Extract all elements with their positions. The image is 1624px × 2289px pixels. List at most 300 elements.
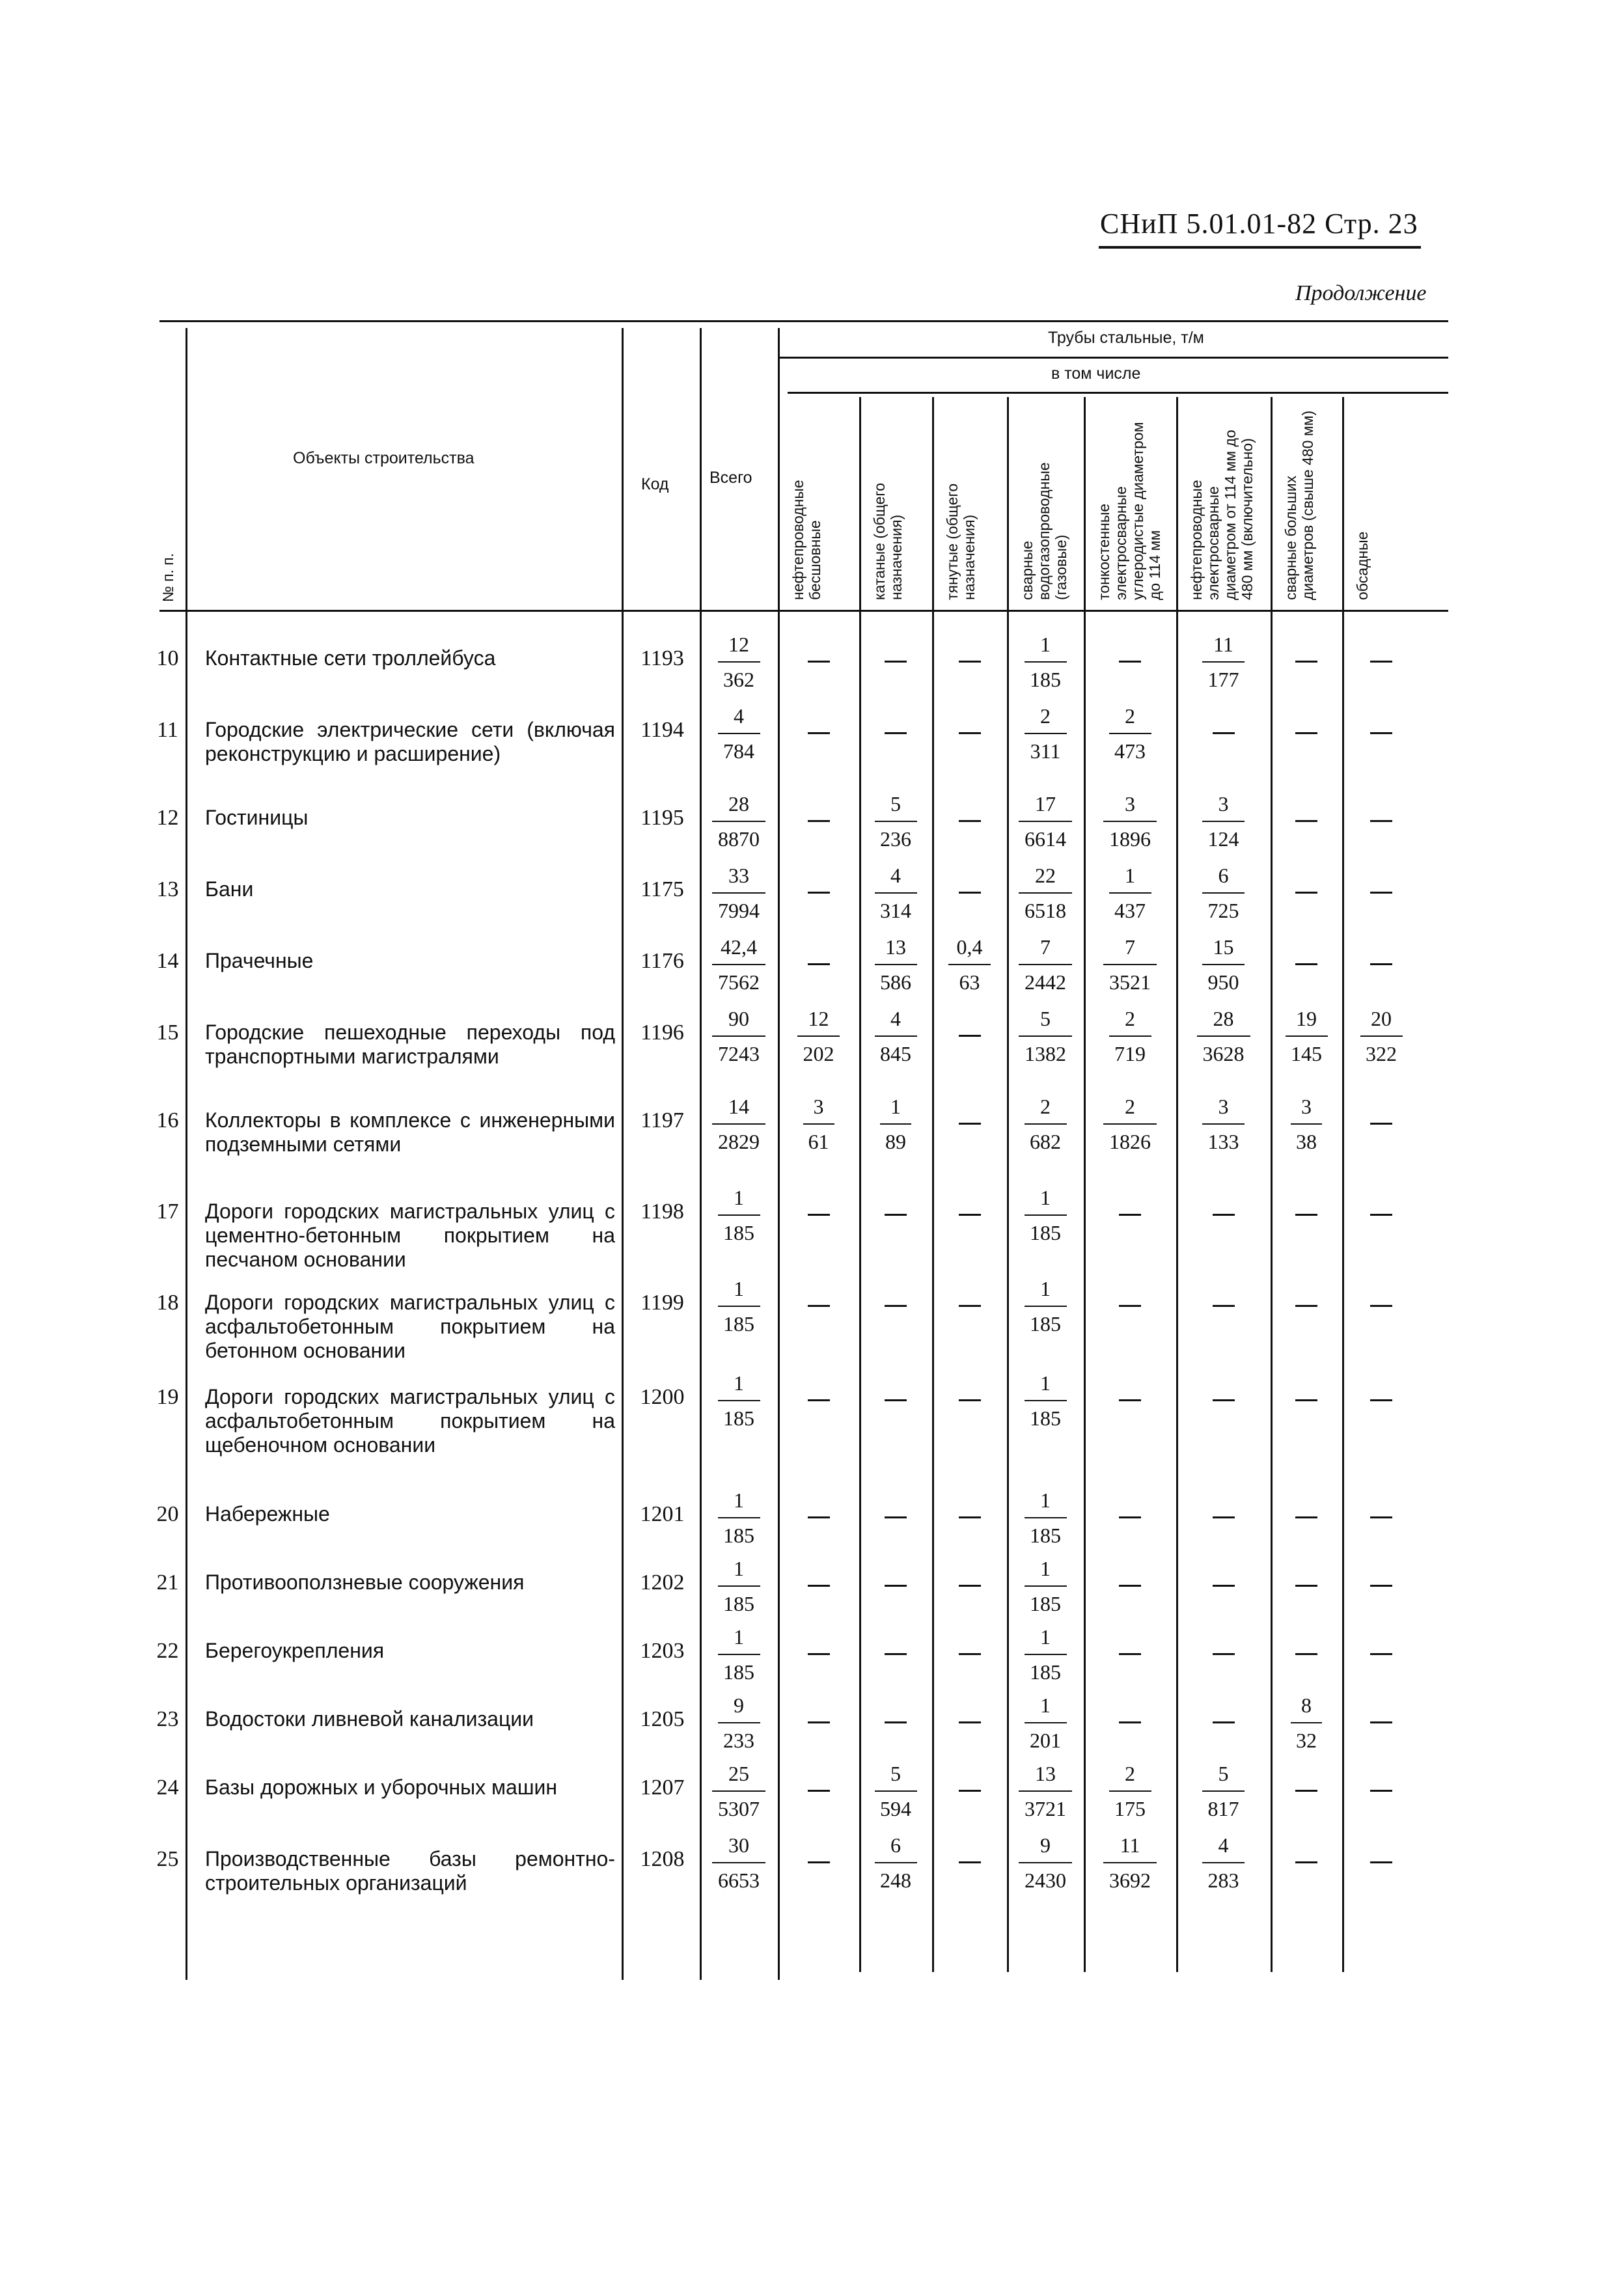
denominator: 1826 [1109, 1130, 1151, 1153]
denominator: 185 [723, 1406, 754, 1430]
row-total [703, 1692, 775, 1753]
empty-dash [885, 1399, 907, 1401]
row-cell-col4 [1010, 1624, 1081, 1685]
numerator: 19 [1296, 1007, 1317, 1030]
fraction-bar [1019, 821, 1072, 822]
numerator: 2 [1125, 704, 1135, 728]
numerator: 2 [1125, 1095, 1135, 1118]
fraction-bar [712, 892, 765, 894]
fraction-bar [712, 1790, 765, 1792]
row-code: 1202 [640, 1570, 685, 1595]
fraction-bar [1291, 1123, 1322, 1125]
fraction-bar [1202, 821, 1245, 822]
fraction-bar [712, 964, 765, 965]
row-number: 14 [156, 949, 179, 973]
row-cell-col4 [1010, 1832, 1081, 1893]
empty-dash [1295, 892, 1317, 894]
fraction-bar [712, 1123, 765, 1125]
row-total [703, 1556, 775, 1617]
empty-dash [959, 1790, 981, 1792]
row-number: 24 [156, 1775, 179, 1800]
empty-dash [1119, 1516, 1141, 1518]
empty-dash [1295, 732, 1317, 734]
fraction-bar [1103, 964, 1157, 965]
denominator: 586 [880, 970, 911, 994]
incl-rule [788, 392, 1448, 394]
row-object-name: Бани [205, 877, 254, 901]
empty-dash [959, 1721, 981, 1723]
row-cell-col5 [1094, 1761, 1166, 1822]
denominator: 177 [1207, 668, 1239, 691]
row-object-name: Городские электрические сети (включая реконструкцию и расширение) [205, 718, 615, 765]
fraction-bar [1025, 1400, 1067, 1401]
fraction-bar [718, 1585, 760, 1587]
denominator: 185 [1030, 668, 1061, 691]
fraction-bar [875, 892, 917, 894]
row-number: 16 [156, 1108, 179, 1132]
row-cell-col4 [1010, 1692, 1081, 1753]
column-divider [1342, 397, 1344, 1972]
empty-dash [1370, 963, 1392, 965]
row-code: 1198 [640, 1199, 684, 1224]
empty-dash [1213, 1305, 1235, 1307]
row-cell-col4 [1010, 631, 1081, 692]
denominator: 311 [1030, 739, 1061, 763]
header-col-1: нефтепроводные бесшовные [790, 480, 823, 600]
row-object-name: Берегоукрепления [205, 1639, 385, 1662]
numerator: 6 [1218, 864, 1229, 887]
row-total [703, 1487, 775, 1548]
numerator: 9 [734, 1693, 744, 1717]
row-cell-col4 [1010, 1006, 1081, 1067]
fraction-bar [1019, 892, 1072, 894]
row-object-name: Прачечные [205, 949, 314, 972]
empty-dash [1295, 1585, 1317, 1587]
denominator: 61 [808, 1130, 829, 1153]
numerator: 1 [1040, 1186, 1051, 1209]
header-underline [1099, 246, 1421, 249]
empty-dash [808, 1790, 830, 1792]
fraction-bar [712, 1035, 765, 1037]
row-total [703, 1624, 775, 1685]
denominator: 145 [1291, 1042, 1322, 1065]
numerator: 1 [1040, 1625, 1051, 1649]
empty-dash [885, 1305, 907, 1307]
column-divider [778, 328, 780, 1980]
denominator: 89 [885, 1130, 906, 1153]
header-col-2: катаные (общего назначения) [871, 482, 905, 600]
numerator: 1 [734, 1371, 744, 1395]
row-object-name: Дороги городских магистральных улиц с цементно-бетонным покрытием на песчаном основании [205, 1199, 615, 1271]
empty-dash [1370, 820, 1392, 822]
empty-dash [808, 1861, 830, 1863]
row-cell-col4 [1010, 703, 1081, 764]
row-cell-col2 [860, 862, 931, 924]
numerator: 28 [1213, 1007, 1234, 1030]
denominator: 283 [1207, 1869, 1239, 1892]
row-object-name: Противооползневые сооружения [205, 1570, 525, 1594]
numerator: 11 [1213, 633, 1233, 656]
empty-dash [885, 1214, 907, 1216]
numerator: 1 [1040, 1693, 1051, 1717]
fraction-bar [1109, 1035, 1151, 1037]
fraction-bar [1019, 1790, 1072, 1792]
denominator: 5307 [718, 1797, 760, 1820]
denominator: 2430 [1025, 1869, 1066, 1892]
empty-dash [1370, 732, 1392, 734]
row-object-name: Городские пешеходные переходы под транспортными магистралями [205, 1021, 615, 1068]
numerator: 12 [728, 633, 749, 656]
empty-dash [885, 1585, 907, 1587]
row-code: 1199 [640, 1291, 684, 1315]
fraction-bar [797, 1035, 840, 1037]
fraction-bar [1202, 1862, 1245, 1863]
fraction-bar [1025, 1517, 1067, 1518]
fraction-bar [948, 964, 991, 965]
fraction-bar [718, 1654, 760, 1655]
row-code: 1207 [640, 1775, 685, 1800]
numerator: 20 [1371, 1007, 1392, 1030]
fraction-bar [718, 733, 760, 734]
empty-dash [959, 892, 981, 894]
denominator: 2442 [1025, 970, 1066, 994]
row-object-name: Базы дорожных и уборочных машин [205, 1775, 558, 1799]
empty-dash [959, 1214, 981, 1216]
denominator: 185 [723, 1524, 754, 1547]
fraction-bar [1202, 964, 1245, 965]
empty-dash [1119, 1214, 1141, 1216]
row-cell-col5 [1094, 703, 1166, 764]
numerator: 1 [734, 1277, 744, 1300]
denominator: 185 [1030, 1221, 1061, 1244]
denominator: 817 [1207, 1797, 1239, 1820]
fraction-bar [875, 1790, 917, 1792]
row-cell-col4 [1010, 934, 1081, 995]
empty-dash [1213, 1516, 1235, 1518]
row-cell-col4 [1010, 1276, 1081, 1337]
row-cell-col5 [1094, 934, 1166, 995]
numerator: 9 [1040, 1833, 1051, 1857]
fraction-bar [718, 1214, 760, 1216]
empty-dash [1295, 963, 1317, 965]
numerator: 1 [1040, 1488, 1051, 1512]
numerator: 4 [890, 1007, 901, 1030]
empty-dash [808, 732, 830, 734]
empty-dash [808, 1305, 830, 1307]
row-number: 19 [156, 1385, 179, 1409]
numerator: 4 [734, 704, 744, 728]
denominator: 175 [1114, 1797, 1146, 1820]
denominator: 725 [1207, 899, 1239, 922]
row-cell-col6 [1188, 862, 1259, 924]
denominator: 6653 [718, 1869, 760, 1892]
row-code: 1201 [640, 1502, 685, 1526]
empty-dash [808, 892, 830, 894]
numerator: 7 [1040, 935, 1051, 959]
numerator: 22 [1035, 864, 1056, 887]
empty-dash [808, 661, 830, 663]
denominator: 845 [880, 1042, 911, 1065]
empty-dash [1370, 1516, 1392, 1518]
numerator: 2 [1040, 704, 1051, 728]
fraction-bar [1025, 1585, 1067, 1587]
row-code: 1200 [640, 1385, 685, 1409]
row-number: 10 [156, 646, 179, 670]
row-cell-col6 [1188, 631, 1259, 692]
fraction-bar [875, 964, 917, 965]
fraction-bar [1109, 892, 1151, 894]
numerator: 14 [728, 1095, 749, 1118]
numerator: 0,4 [956, 935, 983, 959]
denominator: 594 [880, 1797, 911, 1820]
denominator: 185 [1030, 1660, 1061, 1684]
denominator: 124 [1207, 827, 1239, 851]
denominator: 3692 [1109, 1869, 1151, 1892]
row-code: 1196 [640, 1021, 684, 1045]
column-divider [186, 328, 187, 1980]
numerator: 1 [1040, 1371, 1051, 1395]
row-cell-col2 [860, 1761, 931, 1822]
numerator: 1 [1040, 1557, 1051, 1580]
row-object-name: Дороги городских магистральных улиц с асфальтобетонным покрытием на бетонном основании [205, 1291, 615, 1362]
empty-dash [1370, 1653, 1392, 1655]
denominator: 185 [1030, 1592, 1061, 1615]
fraction-bar [1025, 1722, 1067, 1723]
header-bottom-rule [159, 610, 1448, 612]
denominator: 3721 [1025, 1797, 1066, 1820]
empty-dash [1119, 1721, 1141, 1723]
row-number: 17 [156, 1199, 179, 1224]
denominator: 7243 [718, 1042, 760, 1065]
row-total [703, 862, 775, 924]
empty-dash [1295, 661, 1317, 663]
denominator: 202 [803, 1042, 834, 1065]
row-cell-col4 [1010, 1556, 1081, 1617]
fraction-bar [718, 661, 760, 663]
empty-dash [1213, 1653, 1235, 1655]
header-col-8: обсадные [1354, 531, 1371, 600]
row-number: 11 [157, 718, 178, 742]
fraction-bar [875, 1862, 917, 1863]
row-cell-col4 [1010, 1487, 1081, 1548]
row-cell-col6 [1188, 1761, 1259, 1822]
numerator: 90 [728, 1007, 749, 1030]
numerator: 4 [1218, 1833, 1229, 1857]
row-total [703, 1276, 775, 1337]
fraction-bar [712, 1862, 765, 1863]
numerator: 1 [734, 1557, 744, 1580]
fraction-bar [875, 821, 917, 822]
numerator: 1 [890, 1095, 901, 1118]
row-cell-col4 [1010, 1761, 1081, 1822]
denominator: 719 [1114, 1042, 1146, 1065]
row-code: 1193 [640, 646, 684, 670]
fraction-bar [1202, 661, 1245, 663]
row-cell-col6 [1188, 1093, 1259, 1155]
row-code: 1205 [640, 1707, 685, 1731]
row-cell-col5 [1094, 862, 1166, 924]
column-divider [1176, 397, 1178, 1972]
denominator: 185 [1030, 1312, 1061, 1336]
numerator: 28 [728, 792, 749, 816]
numerator: 1 [734, 1488, 744, 1512]
empty-dash [1370, 1123, 1392, 1125]
numerator: 2 [1125, 1762, 1135, 1785]
denominator: 3521 [1109, 970, 1151, 994]
column-divider [700, 328, 702, 1980]
numerator: 3 [813, 1095, 824, 1118]
empty-dash [808, 1653, 830, 1655]
row-cell-col1 [783, 1006, 855, 1067]
fraction-bar [803, 1123, 834, 1125]
fraction-bar [718, 1722, 760, 1723]
denominator: 185 [1030, 1524, 1061, 1547]
row-cell-col7 [1271, 1006, 1342, 1067]
header-incl: в том числе [1051, 364, 1141, 383]
denominator: 185 [1030, 1406, 1061, 1430]
denominator: 248 [880, 1869, 911, 1892]
row-code: 1208 [640, 1847, 685, 1871]
row-number: 21 [156, 1570, 179, 1595]
row-cell-col6 [1188, 934, 1259, 995]
row-cell-col4 [1010, 1370, 1081, 1431]
empty-dash [1370, 1861, 1392, 1863]
fraction-bar [718, 1517, 760, 1518]
numerator: 15 [1213, 935, 1234, 959]
numerator: 5 [890, 792, 901, 816]
empty-dash [808, 1721, 830, 1723]
header-code: Код [641, 475, 669, 493]
row-total [703, 1370, 775, 1431]
row-cell-col7 [1271, 1692, 1342, 1753]
document-code: СНиП 5.01.01-82 Стр. 23 [1100, 208, 1418, 240]
empty-dash [808, 1585, 830, 1587]
empty-dash [1370, 1790, 1392, 1792]
denominator: 784 [723, 739, 754, 763]
row-cell-col6 [1188, 1006, 1259, 1067]
header-col-3: тянутые (общего назначения) [944, 483, 978, 600]
denominator: 2829 [718, 1130, 760, 1153]
fraction-bar [718, 1400, 760, 1401]
row-cell-col5 [1094, 791, 1166, 852]
row-object-name: Водостоки ливневой канализации [205, 1707, 534, 1731]
fraction-bar [712, 821, 765, 822]
empty-dash [1213, 1721, 1235, 1723]
row-object-name: Контактные сети троллейбуса [205, 646, 496, 670]
row-total [703, 1832, 775, 1893]
numerator: 33 [728, 864, 749, 887]
row-cell-col5 [1094, 1006, 1166, 1067]
numerator: 5 [1040, 1007, 1051, 1030]
fraction-bar [1019, 964, 1072, 965]
row-total [703, 703, 775, 764]
empty-dash [959, 1035, 981, 1037]
numerator: 5 [1218, 1762, 1229, 1785]
fraction-bar [1025, 1214, 1067, 1216]
empty-dash [1119, 661, 1141, 663]
denominator: 6614 [1025, 827, 1066, 851]
row-code: 1203 [640, 1639, 685, 1663]
empty-dash [1119, 1585, 1141, 1587]
row-cell-col5 [1094, 1832, 1166, 1893]
column-divider [622, 328, 624, 1980]
empty-dash [959, 1585, 981, 1587]
empty-dash [959, 1516, 981, 1518]
denominator: 8870 [718, 827, 760, 851]
row-cell-col2 [860, 934, 931, 995]
numerator: 5 [890, 1762, 901, 1785]
row-object-name: Набережные [205, 1502, 330, 1526]
empty-dash [959, 661, 981, 663]
row-cell-col8 [1345, 1006, 1417, 1067]
numerator: 1 [1040, 633, 1051, 656]
row-cell-col7 [1271, 1093, 1342, 1155]
fraction-bar [1025, 1123, 1067, 1125]
row-object-name: Коллекторы в комплексе с инженерными подземными сетями [205, 1108, 615, 1156]
row-cell-col2 [860, 1006, 931, 1067]
header-objects: Объекты строительства [293, 449, 475, 467]
numerator: 4 [890, 864, 901, 887]
row-cell-col4 [1010, 791, 1081, 852]
row-number: 20 [156, 1502, 179, 1526]
row-cell-col6 [1188, 791, 1259, 852]
numerator: 3 [1218, 1095, 1229, 1118]
empty-dash [1295, 1790, 1317, 1792]
denominator: 133 [1207, 1130, 1239, 1153]
denominator: 63 [959, 970, 980, 994]
empty-dash [959, 732, 981, 734]
fraction-bar [880, 1123, 911, 1125]
empty-dash [885, 1516, 907, 1518]
numerator: 13 [885, 935, 906, 959]
row-number: 25 [156, 1847, 179, 1871]
row-number: 23 [156, 1707, 179, 1731]
fraction-bar [1109, 733, 1151, 734]
header-col-4: сварные водогазопроводные (газовые) [1019, 462, 1069, 600]
numerator: 2 [1040, 1095, 1051, 1118]
row-cell-col1 [783, 1093, 855, 1155]
numerator: 3 [1301, 1095, 1312, 1118]
empty-dash [1295, 1305, 1317, 1307]
empty-dash [885, 661, 907, 663]
empty-dash [959, 820, 981, 822]
empty-dash [959, 1305, 981, 1307]
empty-dash [1295, 1653, 1317, 1655]
denominator: 236 [880, 827, 911, 851]
denominator: 437 [1114, 899, 1146, 922]
denominator: 38 [1296, 1130, 1317, 1153]
row-object-name: Производственные базы ремонтно-строительных организаций [205, 1847, 615, 1895]
row-code: 1195 [640, 806, 684, 830]
row-cell-col2 [860, 1093, 931, 1155]
column-divider [1084, 397, 1086, 1972]
row-number: 22 [156, 1639, 179, 1663]
empty-dash [808, 963, 830, 965]
column-divider [1007, 397, 1009, 1972]
empty-dash [1213, 1214, 1235, 1216]
denominator: 314 [880, 899, 911, 922]
empty-dash [959, 1399, 981, 1401]
denominator: 473 [1114, 739, 1146, 763]
denominator: 682 [1030, 1130, 1061, 1153]
numerator: 17 [1035, 792, 1056, 816]
denominator: 185 [723, 1660, 754, 1684]
empty-dash [1119, 1399, 1141, 1401]
row-total [703, 631, 775, 692]
fraction-bar [1202, 1123, 1245, 1125]
fraction-bar [1025, 661, 1067, 663]
row-total [703, 1093, 775, 1155]
